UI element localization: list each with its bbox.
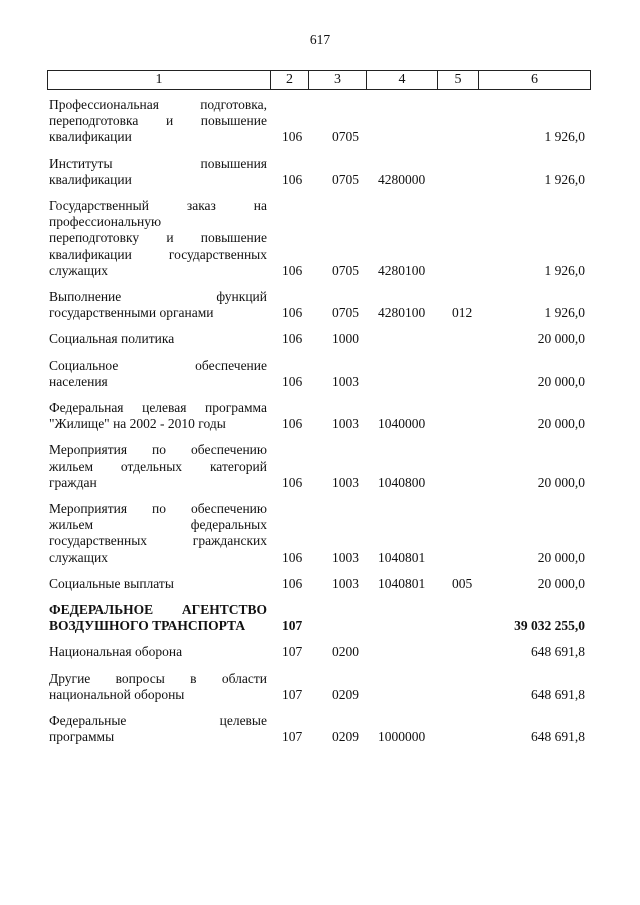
row-name	[49, 331, 267, 347]
row-name-line: переподготовку и повышение	[49, 230, 267, 246]
row-col-6: 1 926,0	[544, 171, 585, 187]
row-col-4: 1040000	[378, 416, 426, 432]
row-name-line: Социальное обеспечение	[49, 357, 267, 373]
row-col-3: 1003	[332, 549, 359, 565]
row-col-3: 0209	[332, 686, 359, 702]
row-col-2: 106	[282, 262, 303, 278]
row-name-line: ВОЗДУШНОГО ТРАНСПОРТА	[49, 618, 246, 634]
row-col-2: 107	[282, 729, 303, 745]
row-name-line: служащих	[49, 262, 108, 278]
row-name-line: Социальная политика	[49, 331, 175, 347]
row-name-line: профессиональную	[49, 214, 162, 230]
row-col-3: 0705	[332, 305, 359, 321]
row-name-line: квалификации государственных	[49, 246, 267, 262]
table-row	[0, 671, 640, 703]
row-col-2: 106	[282, 575, 303, 591]
row-name	[49, 198, 267, 279]
row-name-line: квалификации	[49, 171, 132, 187]
row-name-line: жильем федеральных	[49, 517, 267, 533]
row-name-line: населения	[49, 373, 108, 389]
row-name	[49, 442, 267, 491]
table-row	[0, 644, 640, 660]
row-col-6: 1 926,0	[544, 129, 585, 145]
header-col-6: 6	[531, 72, 538, 87]
row-col-2: 106	[282, 305, 303, 321]
row-col-2: 106	[282, 331, 303, 347]
row-col-6: 39 032 255,0	[514, 618, 585, 634]
row-name	[49, 400, 267, 432]
row-col-6: 20 000,0	[537, 331, 585, 347]
header-col-5: 5	[438, 71, 479, 89]
row-name-line: государственными органами	[49, 305, 214, 321]
row-col-3: 1003	[332, 474, 359, 490]
row-name-line: Другие вопросы в области	[49, 670, 267, 686]
row-col-2: 106	[282, 171, 303, 187]
row-col-6: 20 000,0	[537, 373, 585, 389]
row-name-line: квалификации	[49, 129, 132, 145]
row-name	[49, 602, 267, 634]
row-name-line: программы	[49, 729, 115, 745]
table-body	[0, 97, 640, 756]
row-col-3: 0705	[332, 129, 359, 145]
row-name-line: Институты повышения	[49, 155, 267, 171]
row-name-line: ФЕДЕРАЛЬНОЕ АГЕНТСТВО	[49, 602, 267, 618]
row-name	[49, 156, 267, 188]
row-col-3: 1003	[332, 373, 359, 389]
table-row	[0, 198, 640, 279]
table-row	[0, 576, 640, 592]
row-name-line: Федеральная целевая программа	[49, 400, 267, 416]
row-col-6: 648 691,8	[531, 644, 585, 660]
row-name-line: "Жилище" на 2002 - 2010 годы	[49, 416, 226, 432]
row-col-5: 005	[452, 575, 473, 591]
table-row	[0, 358, 640, 390]
row-name	[49, 501, 267, 566]
row-name-line: жильем отдельных категорий	[49, 458, 267, 474]
row-col-2: 106	[282, 416, 303, 432]
row-name-line: государственных гражданских	[49, 533, 267, 549]
row-name-line: граждан	[49, 474, 97, 490]
row-col-6: 648 691,8	[531, 686, 585, 702]
row-name-line: Мероприятия по обеспечению	[49, 442, 267, 458]
row-col-3: 0705	[332, 262, 359, 278]
header-col-1: 1	[48, 71, 271, 89]
row-name-line: национальной обороны	[49, 686, 185, 702]
row-name	[49, 671, 267, 703]
row-col-5: 012	[452, 305, 473, 321]
row-col-4: 4280000	[378, 171, 426, 187]
page-number: 617	[309, 32, 331, 47]
table-row	[0, 602, 640, 634]
row-col-6: 20 000,0	[537, 575, 585, 591]
row-col-4: 1040800	[378, 474, 426, 490]
row-col-4: 4280100	[378, 262, 426, 278]
row-col-3: 0209	[332, 729, 359, 745]
header-col-3: 3	[309, 71, 367, 89]
row-name	[49, 358, 267, 390]
row-name	[49, 713, 267, 745]
row-col-2: 107	[282, 618, 303, 634]
row-col-3: 1000	[332, 331, 359, 347]
row-name-line: Профессиональная подготовка,	[49, 97, 267, 112]
table-row	[0, 400, 640, 432]
row-col-2: 106	[282, 129, 303, 145]
row-name	[49, 644, 267, 660]
row-name-line: Национальная оборона	[49, 644, 183, 660]
row-col-6: 1 926,0	[544, 262, 585, 278]
header-col-4: 4	[367, 71, 438, 89]
row-col-6: 20 000,0	[537, 474, 585, 490]
row-col-3: 1003	[332, 416, 359, 432]
row-col-2: 106	[282, 474, 303, 490]
row-col-4: 1040801	[378, 549, 426, 565]
row-col-6: 1 926,0	[544, 305, 585, 321]
row-col-3: 0705	[332, 171, 359, 187]
row-name-line: Федеральные целевые	[49, 713, 267, 729]
row-name	[49, 576, 267, 592]
row-col-2: 107	[282, 644, 303, 660]
row-name-line: служащих	[49, 549, 108, 565]
table-row	[0, 713, 640, 745]
table-row	[0, 97, 640, 146]
row-col-3: 1003	[332, 575, 359, 591]
table-row	[0, 289, 640, 321]
row-col-2: 107	[282, 686, 303, 702]
table-row	[0, 442, 640, 491]
row-col-6: 648 691,8	[531, 729, 585, 745]
row-col-6: 20 000,0	[537, 416, 585, 432]
row-name-line: Мероприятия по обеспечению	[49, 501, 267, 517]
row-col-4: 1040801	[378, 575, 426, 591]
table-row	[0, 331, 640, 347]
row-name	[49, 97, 267, 146]
table-row	[0, 156, 640, 188]
row-col-2: 106	[282, 549, 303, 565]
row-col-2: 106	[282, 373, 303, 389]
row-name-line: переподготовка и повышение	[49, 113, 267, 129]
row-col-4: 1000000	[378, 729, 426, 745]
row-name-line: Государственный заказ на	[49, 198, 267, 214]
table-row	[0, 501, 640, 566]
row-col-6: 20 000,0	[537, 549, 585, 565]
row-name-line: Социальные выплаты	[49, 575, 174, 591]
row-col-3: 0200	[332, 644, 359, 660]
row-name	[49, 289, 267, 321]
header-col-2: 2	[271, 71, 309, 89]
row-col-4: 4280100	[378, 305, 426, 321]
row-name-line: Выполнение функций	[49, 289, 267, 305]
table-header	[47, 70, 591, 90]
